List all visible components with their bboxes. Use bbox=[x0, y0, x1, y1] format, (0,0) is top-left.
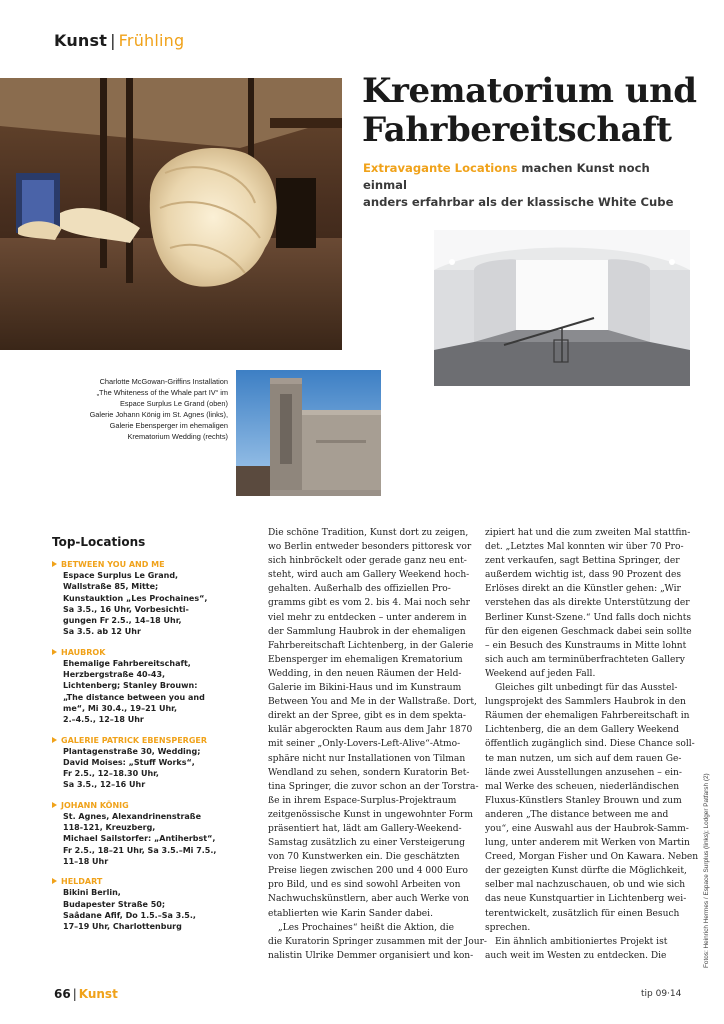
body-line: Räumen der ehemaligen Fahrbereitschaft in bbox=[485, 711, 690, 722]
location-detail: „The distance between you and bbox=[63, 692, 205, 702]
location-detail: Sa 3.5. ab 12 Uhr bbox=[63, 627, 141, 637]
body-line: Between You and Me in der Wallstraße. Dort, bbox=[268, 697, 477, 708]
body-line: zeitgenössische Kunst in ungewohnter Form bbox=[268, 809, 473, 820]
location-name: GALERIE PATRICK EBENSPERGER bbox=[52, 735, 212, 746]
body-line: pro Bild, und es sind sowohl Arbeiten von bbox=[268, 880, 461, 891]
body-line: öffentlich zugänglich sind. Diese Chance soll- bbox=[485, 739, 695, 750]
body-line: wo Berlin entweder besonders pittoresk vor bbox=[268, 542, 472, 553]
body-line: mit seiner „Only-Lovers-Left-Alive“-Atmo- bbox=[268, 739, 461, 750]
photo-credit: Fotos: Heinrich Hermes / Espace Surplus (links); Lodger Patfarsh (2) bbox=[703, 773, 710, 968]
body-line: ße in ihrem Espace-Surplus-Projektraum bbox=[268, 795, 457, 806]
location-detail: Espace Surplus Le Grand, bbox=[63, 571, 179, 580]
body-line: mal Werke des scheuen, niederländischen bbox=[485, 781, 680, 792]
location-name: JOHANN KÖNIG bbox=[52, 800, 212, 811]
body-line: Wedding, in den neuen Räumen der Held- bbox=[268, 668, 462, 679]
body-line: tina Springer, die zuvor schon an der Torstra- bbox=[268, 781, 479, 792]
body-line: Fahrbereitschaft Lichtenberg, in der Galerie bbox=[268, 640, 474, 651]
location-detail: Herzbergstraße 40-43, bbox=[63, 670, 166, 680]
triangle-icon bbox=[52, 737, 57, 743]
section-header bbox=[54, 31, 184, 50]
body-line: Gleiches gilt unbedingt für das Ausstel- bbox=[495, 683, 678, 694]
white-cube-photo bbox=[434, 230, 690, 386]
footer-separator: | bbox=[72, 987, 77, 1001]
body-line: für den eigenen Geschmack dabei sein sollte bbox=[485, 626, 692, 637]
body-line: präsentiert hat, lädt am Gallery-Weekend- bbox=[268, 823, 462, 834]
location-name: HAUBROK bbox=[52, 647, 212, 658]
body-line: – ein Besuch des Kunstraums in Mitte lohnt bbox=[485, 640, 687, 651]
body-line: sphäre nicht nur Installationen von Tilman bbox=[268, 753, 466, 764]
body-line: Galerie im Bikini-Haus und im Kunstraum bbox=[268, 683, 462, 694]
body-line: Ebensperger im ehemaligen Krematorium bbox=[268, 654, 463, 665]
footer-section: Kunst bbox=[78, 987, 118, 1001]
triangle-icon bbox=[52, 561, 57, 567]
location-detail: Michael Sailstorfer: „Antiherbst“, bbox=[63, 834, 216, 844]
tower-photo bbox=[236, 370, 381, 496]
body-line: auch weit im Westen zu entdecken. Die bbox=[485, 950, 667, 961]
body-line: der gezeigten Kunst dürfte die Möglichkeit, bbox=[485, 866, 687, 877]
body-line: Wendland zu sehen, sondern Kuratorin Bet- bbox=[268, 767, 470, 778]
body-line: terentwickelt, zusätzlich für einen Besuch bbox=[485, 908, 680, 919]
location-detail: St. Agnes, Alexandrinenstraße bbox=[63, 811, 201, 821]
location-detail: 11–18 Uhr bbox=[63, 856, 109, 866]
body-line: Preise liegen zwischen 200 und 4 000 Euro bbox=[268, 866, 468, 877]
body-line: etablierten wie Karin Sander dabei. bbox=[268, 908, 433, 919]
location-entry bbox=[52, 735, 212, 791]
title-line-2: Fahrbereitschaft bbox=[362, 110, 672, 150]
body-line: direkt an der Spree, gibt es in dem spekta- bbox=[268, 711, 467, 722]
body-line: kulär abgerockten Raum aus dem Jahr 1870 bbox=[268, 725, 473, 736]
article-standfirst bbox=[363, 160, 693, 211]
body-line: anderen „The distance between me and bbox=[485, 809, 669, 820]
location-entry bbox=[52, 647, 212, 726]
body-line: zipiert hat und die zum zweiten Mal stattfin- bbox=[485, 528, 691, 538]
section-label: Kunst bbox=[54, 31, 108, 50]
subsection-label: Frühling bbox=[118, 31, 185, 50]
location-detail: Sa 3.5., 16 Uhr, Vorbesichti- bbox=[63, 604, 189, 614]
issue-label: tip 09·14 bbox=[641, 989, 682, 999]
body-line: verstehen das als direkte Unterstützung der bbox=[485, 598, 690, 609]
body-line: nalistin Ulrike Demmer organisiert und kon- bbox=[268, 950, 474, 961]
body-line: Fluxus-Künstlers Stanley Brouwn und zum bbox=[485, 795, 682, 806]
body-line: Ein ähnlich ambitioniertes Projekt ist bbox=[495, 936, 668, 947]
article-title bbox=[362, 72, 702, 150]
location-detail: Kunstauktion „Les Prochaines“, bbox=[63, 593, 208, 603]
body-line: Nachwuchskünstlern, aber auch Werke von bbox=[268, 894, 469, 905]
body-line: det. „Letztes Mal konnten wir über 70 Pro- bbox=[485, 542, 684, 553]
location-detail: Fr 2.5., 18–21 Uhr, Sa 3.5.–Mi 7.5., bbox=[63, 845, 217, 855]
body-line: der Sammlung Haubrok in der ehemaligen bbox=[268, 626, 466, 637]
location-name: BETWEEN YOU AND ME bbox=[52, 559, 212, 570]
location-detail: gungen Fr 2.5., 14–18 Uhr, bbox=[63, 616, 182, 626]
location-entry bbox=[52, 559, 212, 638]
location-entry bbox=[52, 800, 217, 867]
caption-line: Galerie Johann König im St. Agnes (links), bbox=[89, 410, 228, 419]
body-line: lung, unter anderem mit Werken von Martin bbox=[485, 838, 690, 849]
page-number: 66 bbox=[54, 987, 71, 1001]
location-detail: 2.–4.5., 12–18 Uhr bbox=[63, 715, 144, 725]
title-line-1: Krematorium und bbox=[362, 71, 697, 111]
location-detail: 118-121, Kreuzberg, bbox=[63, 823, 156, 833]
body-line: Lichtenberg, die an dem Gallery Weekend bbox=[485, 725, 680, 736]
location-detail: Sa 3.5., 12–16 Uhr bbox=[63, 780, 146, 790]
location-detail: Wallstraße 85, Mitte; bbox=[63, 582, 159, 592]
location-detail: Plantagenstraße 30, Wedding; bbox=[63, 746, 201, 756]
body-line: Creed, Morgan Fisher und On Kawara. Neben bbox=[485, 852, 699, 863]
standfirst-highlight: Extravagante Locations bbox=[363, 161, 518, 175]
body-line: sprechen. bbox=[485, 922, 531, 933]
page-footer bbox=[54, 987, 118, 1001]
body-line: die Kuratorin Springer zusammen mit der Jour- bbox=[268, 936, 487, 947]
body-line: außerdem wichtig ist, dass 90 Prozent des bbox=[485, 570, 682, 581]
location-detail: Saâdane Afif, Do 1.5.–Sa 3.5., bbox=[63, 910, 196, 920]
body-line: lände zwei Ausstellungen anzusehen – ein- bbox=[485, 767, 682, 778]
location-detail: Fr 2.5., 12–18.30 Uhr, bbox=[63, 769, 159, 779]
body-line: viel mehr zu entdecken – unter anderem in bbox=[268, 612, 467, 623]
photo-caption bbox=[60, 376, 228, 442]
body-line: te man nutzen, um sich auf dem rauen Ge- bbox=[485, 753, 682, 764]
sidebar-title: Top-Locations bbox=[52, 535, 146, 549]
top-locations-sidebar bbox=[52, 535, 217, 941]
location-detail: Ehemalige Fahrbereitschaft, bbox=[63, 658, 191, 668]
location-detail: David Moises: „Stuff Works“, bbox=[63, 757, 195, 767]
body-line: „Les Prochaines“ heißt die Aktion, die bbox=[278, 922, 454, 933]
body-line: sich hinbröckelt oder gerade ganz neu ent- bbox=[268, 556, 467, 567]
location-detail: Bikini Berlin, bbox=[63, 888, 121, 898]
header-separator: | bbox=[110, 31, 116, 50]
body-line: lungsprojekt des Sammlers Haubrok in den bbox=[485, 697, 686, 708]
body-line: Die schöne Tradition, Kunst dort zu zeigen, bbox=[268, 528, 469, 538]
caption-line: Galerie Ebensperger im ehemaligen bbox=[109, 421, 228, 430]
location-name: HELDART bbox=[52, 876, 212, 887]
body-line: Berliner Kunst-Szene.“ Und falls doch nichts bbox=[485, 612, 692, 623]
location-detail: Budapester Straße 50; bbox=[63, 899, 166, 909]
location-detail: me“, Mi 30.4., 19–21 Uhr, bbox=[63, 703, 177, 713]
caption-line: „The Whiteness of the Whale part IV“ im bbox=[96, 388, 228, 397]
standfirst-line-2: anders erfahrbar als der klassische White Cube bbox=[363, 195, 674, 209]
body-line: gehalten. Außerhalb des offiziellen Pro- bbox=[268, 584, 451, 595]
body-line: das neue Kunstquartier in Lichtenberg wei- bbox=[485, 894, 687, 905]
caption-line: Charlotte McGowan-Griffins Installation bbox=[99, 377, 228, 386]
triangle-icon bbox=[52, 649, 57, 655]
body-line: zent verkaufen, sagt Bettina Springer, der bbox=[485, 556, 680, 567]
location-detail: Lichtenberg; Stanley Brouwn: bbox=[63, 681, 198, 691]
body-line: Weekend auf jeden Fall. bbox=[485, 668, 596, 679]
triangle-icon bbox=[52, 878, 57, 884]
main-installation-photo bbox=[0, 78, 342, 350]
body-line: sich auch am terminüberfrachteten Gallery bbox=[485, 654, 685, 665]
body-line: selber mal nachzuschauen, ob und wie sich bbox=[485, 880, 686, 891]
standfirst-text: machen Kunst noch einmal bbox=[363, 161, 650, 192]
body-column-1 bbox=[268, 526, 487, 963]
location-detail: 17–19 Uhr, Charlottenburg bbox=[63, 922, 182, 932]
triangle-icon bbox=[52, 802, 57, 808]
location-entry bbox=[52, 876, 212, 932]
caption-line: Espace Surplus Le Grand (oben) bbox=[119, 399, 228, 408]
body-line: you“, eine Auswahl aus der Haubrok-Samm- bbox=[485, 823, 689, 834]
body-line: steht, wird auch am Gallery Weekend hoch- bbox=[268, 570, 470, 581]
body-line: gramms gibt es vom 2. bis 4. Mai noch sehr bbox=[268, 598, 470, 609]
body-column-2 bbox=[485, 526, 697, 963]
body-line: Samstag zusätzlich zu einer Versteigerung bbox=[268, 838, 466, 849]
body-line: von 70 Kunstwerken ein. Die geschätzten bbox=[268, 852, 460, 863]
body-line: Erlöses direkt an die Künstler gehen: „Wir bbox=[485, 584, 681, 595]
caption-line: Krematorium Wedding (rechts) bbox=[127, 432, 228, 441]
